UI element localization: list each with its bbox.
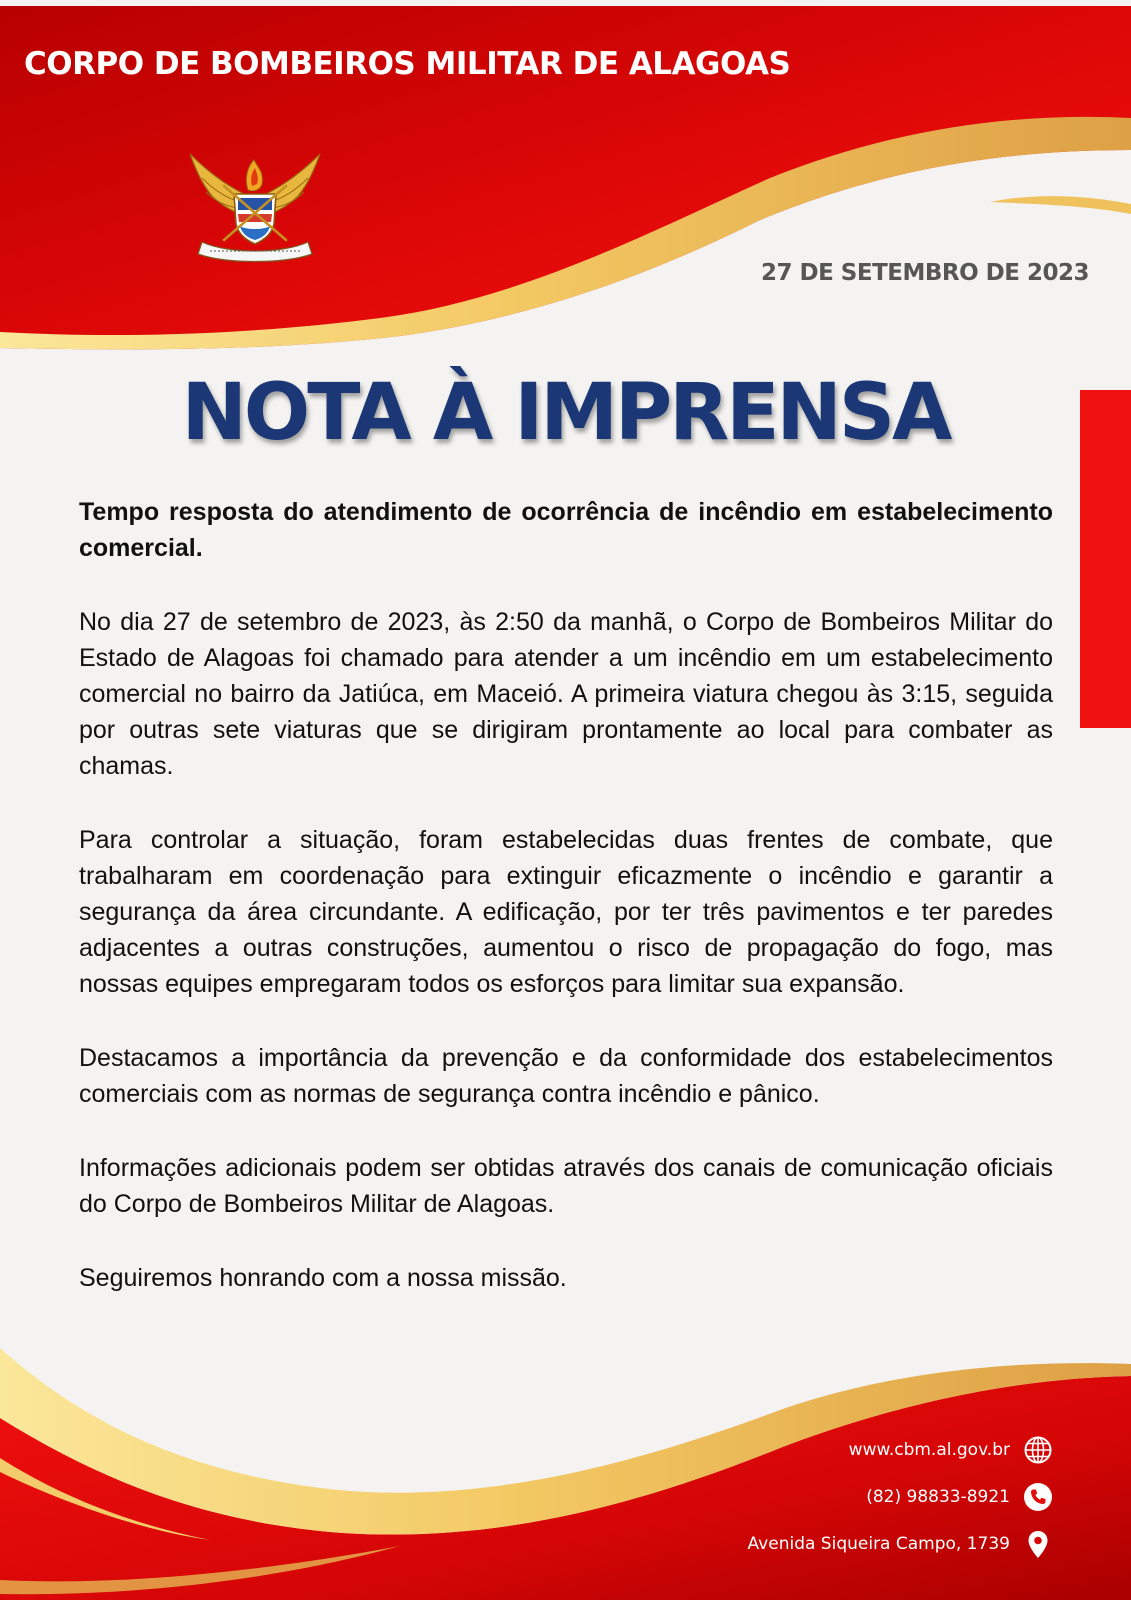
paragraph-1: No dia 27 de setembro de 2023, às 2:50 da manhã, o Corpo de Bombeiros Militar do Estado de Alagoas foi chamado para atender a um incêndio em um estabelecimento comercial no bairro da Jatiúca, em Maceió. A primeira viatura chegou às 3:15, seguida por outras sete viaturas que se dirigiram prontamente ao local para combater as chamas. <box>79 608 1053 780</box>
lead-paragraph: Tempo resposta do atendimento de ocorrência de incêndio em estabelecimento comercial. <box>79 498 1053 562</box>
website-link[interactable]: www.cbm.al.gov.br <box>848 1440 1010 1460</box>
paragraph-4: Informações adicionais podem ser obtidas através dos canais de comunicação oficiais do Corpo de Bombeiros Militar de Alagoas. <box>79 1154 1053 1218</box>
paragraph-3: Destacamos a importância da prevenção e da conformidade dos estabelecimentos comerciais com as normas de segurança contra incêndio e pânico. <box>79 1044 1053 1108</box>
firefighter-eagle-emblem-icon <box>188 150 322 264</box>
phone-number[interactable]: (82) 98833-8921 <box>866 1487 1010 1507</box>
address-text: Avenida Siqueira Campo, 1739 <box>747 1534 1010 1554</box>
paragraph-5: Seguiremos honrando com a nossa missão. <box>79 1264 567 1292</box>
top-gold-thin-swoosh <box>990 196 1131 214</box>
contact-info <box>748 1433 1053 1574</box>
publication-date: 27 DE SETEMBRO DE 2023 <box>760 260 1089 286</box>
document-title: NOTA À IMPRENSA <box>181 368 950 458</box>
paragraph-2: Para controlar a situação, foram estabelecidas duas frentes de combate, que trabalharam em coordenação para extinguir eficazmente o incêndio e garantir a segurança da área circundante. A edificação, por ter três pavimentos e ter paredes adjacentes a outras construções, aumentou o risco de propagação do fogo, mas nossas equipes empregaram todos os esforços para limitar sua expansão. <box>79 826 1053 998</box>
press-release-body <box>79 494 1053 1334</box>
contact-phone-row <box>748 1480 1053 1514</box>
phone-icon <box>1023 1482 1053 1512</box>
contact-website-row <box>748 1433 1053 1467</box>
organization-name: CORPO DE BOMBEIROS MILITAR DE ALAGOAS <box>24 46 791 82</box>
globe-icon <box>1023 1435 1053 1465</box>
location-pin-icon <box>1023 1529 1053 1559</box>
contact-address-row <box>748 1527 1053 1561</box>
